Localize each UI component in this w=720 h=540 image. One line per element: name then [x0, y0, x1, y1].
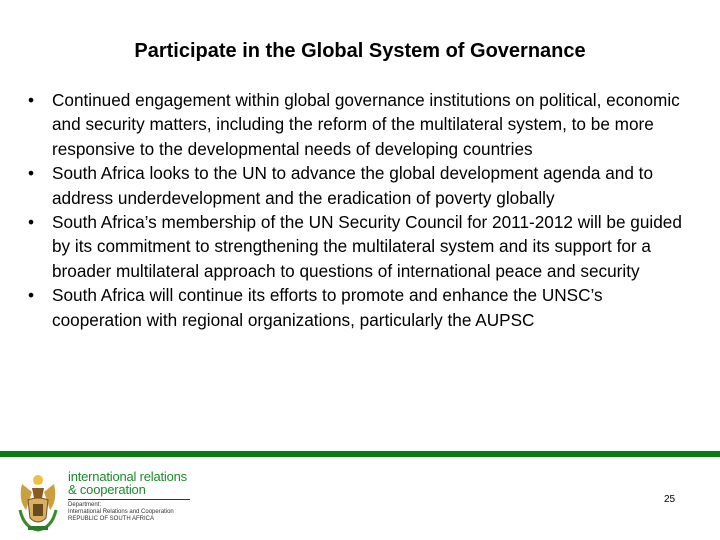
- bullet-icon: •: [28, 285, 35, 306]
- coat-of-arms-icon: [16, 470, 60, 534]
- logo-line-1: international relations: [68, 469, 187, 484]
- bullet-icon: •: [28, 212, 35, 233]
- slide-title: Participate in the Global System of Governance: [134, 40, 586, 62]
- bullet-text: South Africa looks to the UN to advance the global development agenda and to address underdevelopment and the eradication of poverty globally: [52, 163, 654, 208]
- bullet-item: [22, 210, 692, 283]
- dept-line-1: Department:: [68, 502, 102, 508]
- bullet-item: [22, 283, 692, 332]
- footer-divider: [0, 451, 720, 457]
- logo-line-2: & cooperation: [68, 482, 146, 497]
- bullet-list: [22, 88, 692, 332]
- logo-rule: [68, 499, 190, 500]
- dept-line-2: International Relations and Cooperation: [68, 509, 174, 515]
- bullet-item: [22, 88, 692, 161]
- bullet-item: [22, 161, 692, 210]
- bullet-text: Continued engagement within global governance institutions on political, economic and security matters, including the reform of the multilateral system, to be more responsive to the developmental needs of developing countries: [52, 90, 680, 159]
- bullet-icon: •: [28, 163, 35, 184]
- bullet-text: South Africa’s membership of the UN Security Council for 2011-2012 will be guided by its commitment to strengthening the multilateral system and its support for a broader multilateral approach to questions of international peace and security: [52, 212, 682, 281]
- department-logo-text: [68, 470, 192, 523]
- dept-line-3: REPUBLIC OF SOUTH AFRICA: [68, 516, 155, 522]
- bullet-icon: •: [28, 90, 35, 110]
- page-number: 25: [664, 494, 676, 505]
- bullet-text: South Africa will continue its efforts to promote and enhance the UNSC’s cooperation with regional organizations, particularly the AUPSC: [52, 285, 603, 330]
